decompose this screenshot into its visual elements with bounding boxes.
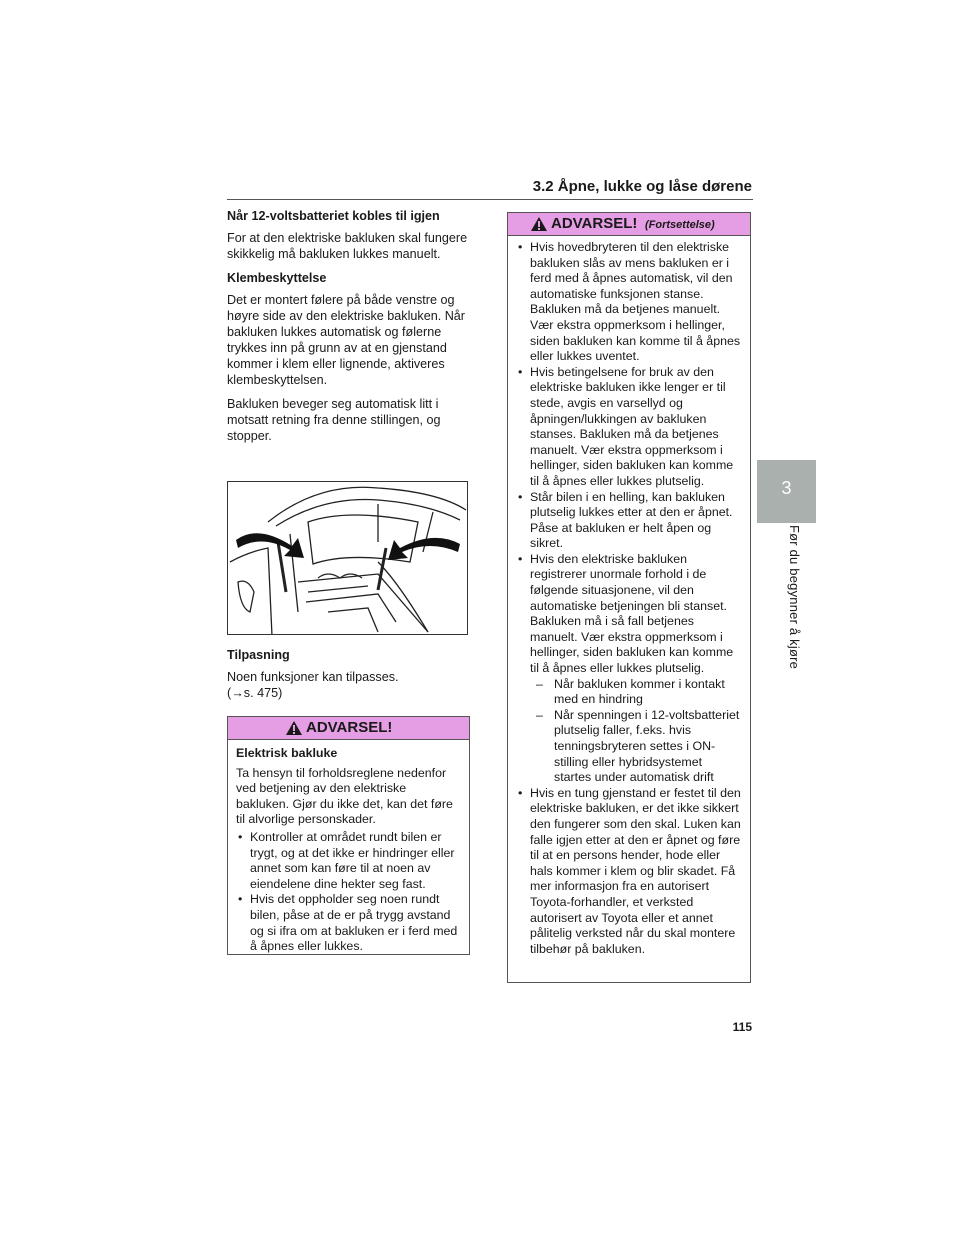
para-reverse: Bakluken beveger seg automatisk litt i motsatt retning fra denne stillingen, og stopper. [227,397,441,443]
chapter-number: 3 [781,478,792,498]
page-reference: (→s. 475) [227,686,283,700]
warning-continued: (Fortsettelse) [645,219,715,231]
warning-subheading: Elektrisk bakluke [236,746,338,760]
para-pinch-protection: Det er montert følere på både venstre og høyre side av den elektriske bakluken. Når bakluken lukkes automatisk og følerne trykkes inn på grunn av at en gjenstand kommer i klem eller lignende, aktiveres klembeskyttelsen. [227,293,465,387]
warning-title: ADVARSEL! [551,215,638,232]
warning-intro: Ta hensyn til forholdsreglene nedenfor ved betjening av den elektriske bakluken. Gjør du ikke det, kan det føre til alvorlige personskader. [236,765,453,827]
list-item: • Hvis det oppholder seg noen rundt bilen, påse at de er på trygg avstand og si ifra om at bakluken er i ferd med å åpnes eller lukkes. [238,892,458,954]
customization-section [227,647,472,707]
list-item: • Står bilen i en helling, kan bakluken plutselig lukkes etter at den er åpnet. Påse at bakluken er helt åpen og sikret. [518,489,733,551]
header-divider [227,199,753,200]
sub-list-item: – Når bakluken kommer i kontakt med en hindring [536,676,725,707]
tailgate-drawing [228,482,468,635]
list-item: • Hvis betingelsene for bruk av den elektriske bakluken ikke lenger er til stede, avgis en varsellyd og åpningen/lukkingen av bakluken stanses. Bakluken må da betjenes manuelt. Vær ekstra oppmerksom i hellinger, siden bakluken kan komme til å åpnes eller lukkes plutselig. [518,364,734,488]
para-battery: For at den elektriske bakluken skal fungere skikkelig må bakluken lukkes manuelt. [227,231,468,261]
heading-battery: Når 12-voltsbatteriet kobles til igjen [227,209,440,223]
tailgate-illustration [227,481,468,635]
heading-customization: Tilpasning [227,648,290,662]
heading-pinch-protection: Klembeskyttelse [227,271,327,285]
warning-box-1 [227,716,470,955]
warning-sublist [530,677,742,786]
warning-header [228,717,469,740]
para-customization: Noen funksjoner kan tilpasses. [227,670,399,684]
list-item: • Hvis hovedbryteren til den elektriske bakluken slås av mens bakluken er i ferd med å åpnes automatisk, vil den automatiske funksjonen stanse. Bakluken må da betjenes manuelt. Vær ekstra oppmerksom i hellinger, siden bakluken kan komme til å åpnes eller lukkes uventet. [518,240,741,364]
section-title: 3.2 Åpne, lukke og låse dørene [532,178,752,195]
warning-header [508,213,750,236]
chapter-tab [757,460,816,523]
warning-triangle-icon [530,216,548,232]
warning-title: ADVARSEL! [306,719,393,736]
list-item: • Kontroller at området rundt bilen er trygt, og at det ikke er hindringer eller annet som kan føre til at noen av eiendelene dine hekter seg fast. [238,829,455,891]
warning-box-2 [507,212,751,983]
chapter-label: Før du begynner å kjøre [787,525,802,670]
warning-list [516,240,742,957]
list-item: • Hvis den elektriske bakluken registrerer unormale forhold i de følgende situasjonene, vil den automatiske betjeningen bli stanset. Bakluken må i så fall betjenes manuelt. Vær ekstra oppmerksom i hellinger, siden bakluken kan komme til å åpnes eller lukkes plutselig. – Når bakluken kommer i kontakt med en hindring – Når spenningen i 12-voltsbatteriet plutselig faller, f.eks. hvis tenningsbryteren settes i ON-stilling eller hybridsystemet startes under automatisk drift [516,552,742,786]
left-column [227,208,472,452]
warning-list [236,830,461,955]
warning-triangle-icon [285,720,303,736]
sub-list-item: – Når spenningen i 12-voltsbatteriet plutselig faller, f.eks. hvis tenningsbryteren settes i ON-stilling eller hybridsystemet startes under automatisk drift [536,707,740,785]
page-number: 115 [732,1020,752,1034]
list-item: • Hvis en tung gjenstand er festet til den elektriske bakluken, er det ikke sikkert den fungerer som den skal. Luken kan falle igjen etter at den er åpnet og føre til at en persons hender, hode eller hals kommer i klem og blir skadet. Få mer informasjon fra en autorisert Toyota-forhandler, et verksted autorisert av Toyota eller et annet pålitelig verksted når du skal montere tilbehør på bakluken. [518,785,741,956]
